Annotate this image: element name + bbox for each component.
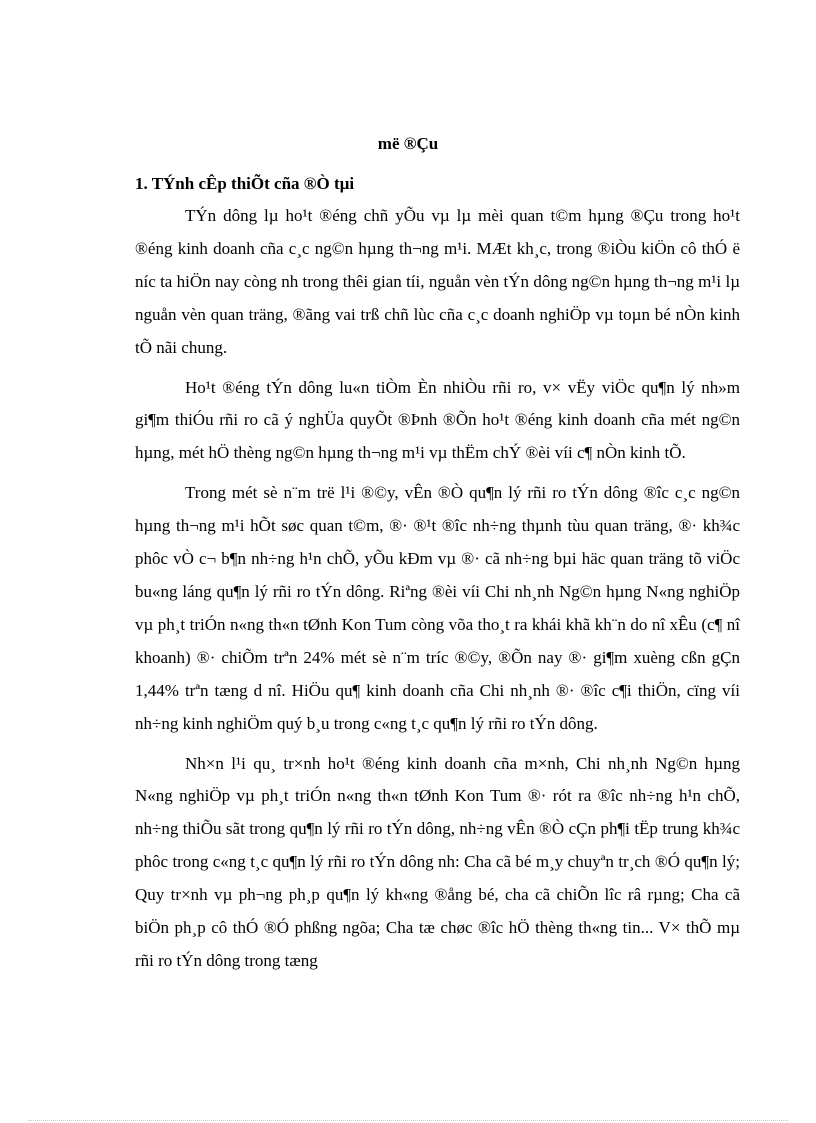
page-divider bbox=[28, 1120, 788, 1121]
section-heading: 1. TÝnh cÊp thiÕt cña ®Ò tµi bbox=[135, 174, 355, 193]
paragraph: TÝn dông lµ ho¹t ®éng chñ yÕu vµ lµ mèi quan t©m hµng ®Çu trong ho¹t ®éng kinh doanh cña c¸c ng©n hµng th¬ng m¹i. MÆt kh¸c, trong ®iÒu kiÖn cô thÓ ë níc ta hiÖn nay còng nh trong thêi gian tíi, nguån vèn tÝn dông ng©n hµng th¬ng m¹i lµ nguån vèn quan träng, ®ãng vai trß chñ lùc cña c¸c doanh nghiÖp vµ toµn bé nÒn kinh tÕ nãi chung. bbox=[135, 206, 740, 357]
paragraph: Nh×n l¹i qu¸ tr×nh ho¹t ®éng kinh doanh cña m×nh, Chi nh¸nh Ng©n hµng N«ng nghiÖp vµ ph¸t triÓn n«ng th«n tØnh Kon Tum ®· rót ra ®îc nh÷ng h¹n chÕ, nh÷ng thiÕu sãt trong qu¶n lý rñi ro tÝn dông, nh÷ng vÊn ®Ò cÇn ph¶i tËp trung kh¾c phôc trong c«ng t¸c qu¶n lý rñi ro tÝn dông nh: Cha cã bé m¸y chuyªn tr¸ch ®Ó qu¶n lý; Quy tr×nh vµ ph¬ng ph¸p qu¶n lý kh«ng ®ång bé, cha cã chiÕn lîc râ rµng; Cha cã biÖn ph¸p cô thÓ ®Ó phßng ngõa; Cha tæ chøc ®îc hÖ thèng th«ng tin... V× thÕ mµ rñi ro tÝn dông trong tæng bbox=[135, 753, 740, 970]
paragraph: Ho¹t ®éng tÝn dông lu«n tiÒm Èn nhiÒu rñi ro, v× vËy viÖc qu¶n lý nh»m gi¶m thiÓu rñi ro cã ý nghÜa quyÕt ®Þnh ®Õn ho¹t ®éng kinh doanh cña mét ng©n hµng, mét hÖ thèng ng©n hµng th¬ng m¹i vµ thËm chÝ ®èi víi c¶ nÒn kinh tÕ. bbox=[135, 377, 740, 463]
body-text bbox=[135, 200, 740, 985]
page-title: më ®Çu bbox=[377, 134, 439, 153]
paragraph: Trong mét sè n¨m trë l¹i ®©y, vÊn ®Ò qu¶n lý rñi ro tÝn dông ®îc c¸c ng©n hµng th¬ng m¹i hÕt søc quan t©m, ®· ®¹t ®îc nh÷ng thµnh tùu quan träng, ®· kh¾c phôc vÒ c¬ b¶n nh÷ng h¹n chÕ, yÕu kÐm vµ ®· cã nh÷ng bµi häc quan träng tõ viÖc bu«ng láng qu¶n lý rñi ro tÝn dông. Riªng ®èi víi Chi nh¸nh Ng©n hµng N«ng nghiÖp vµ ph¸t triÓn n«ng th«n tØnh Kon Tum còng võa tho¸t ra khái khã kh¨n do nî xÊu (c¶ nî khoanh) ®· chiÕm trªn 24% mét sè n¨m tríc ®©y, ®Õn nay ®· gi¶m xuèng cßn gÇn 1,44% trªn tæng d nî. HiÖu qu¶ kinh doanh cña Chi nh¸nh ®· ®îc c¶i thiÖn, cïng víi nh÷ng kinh nghiÖm quý b¸u trong c«ng t¸c qu¶n lý rñi ro tÝn dông. bbox=[135, 483, 740, 733]
